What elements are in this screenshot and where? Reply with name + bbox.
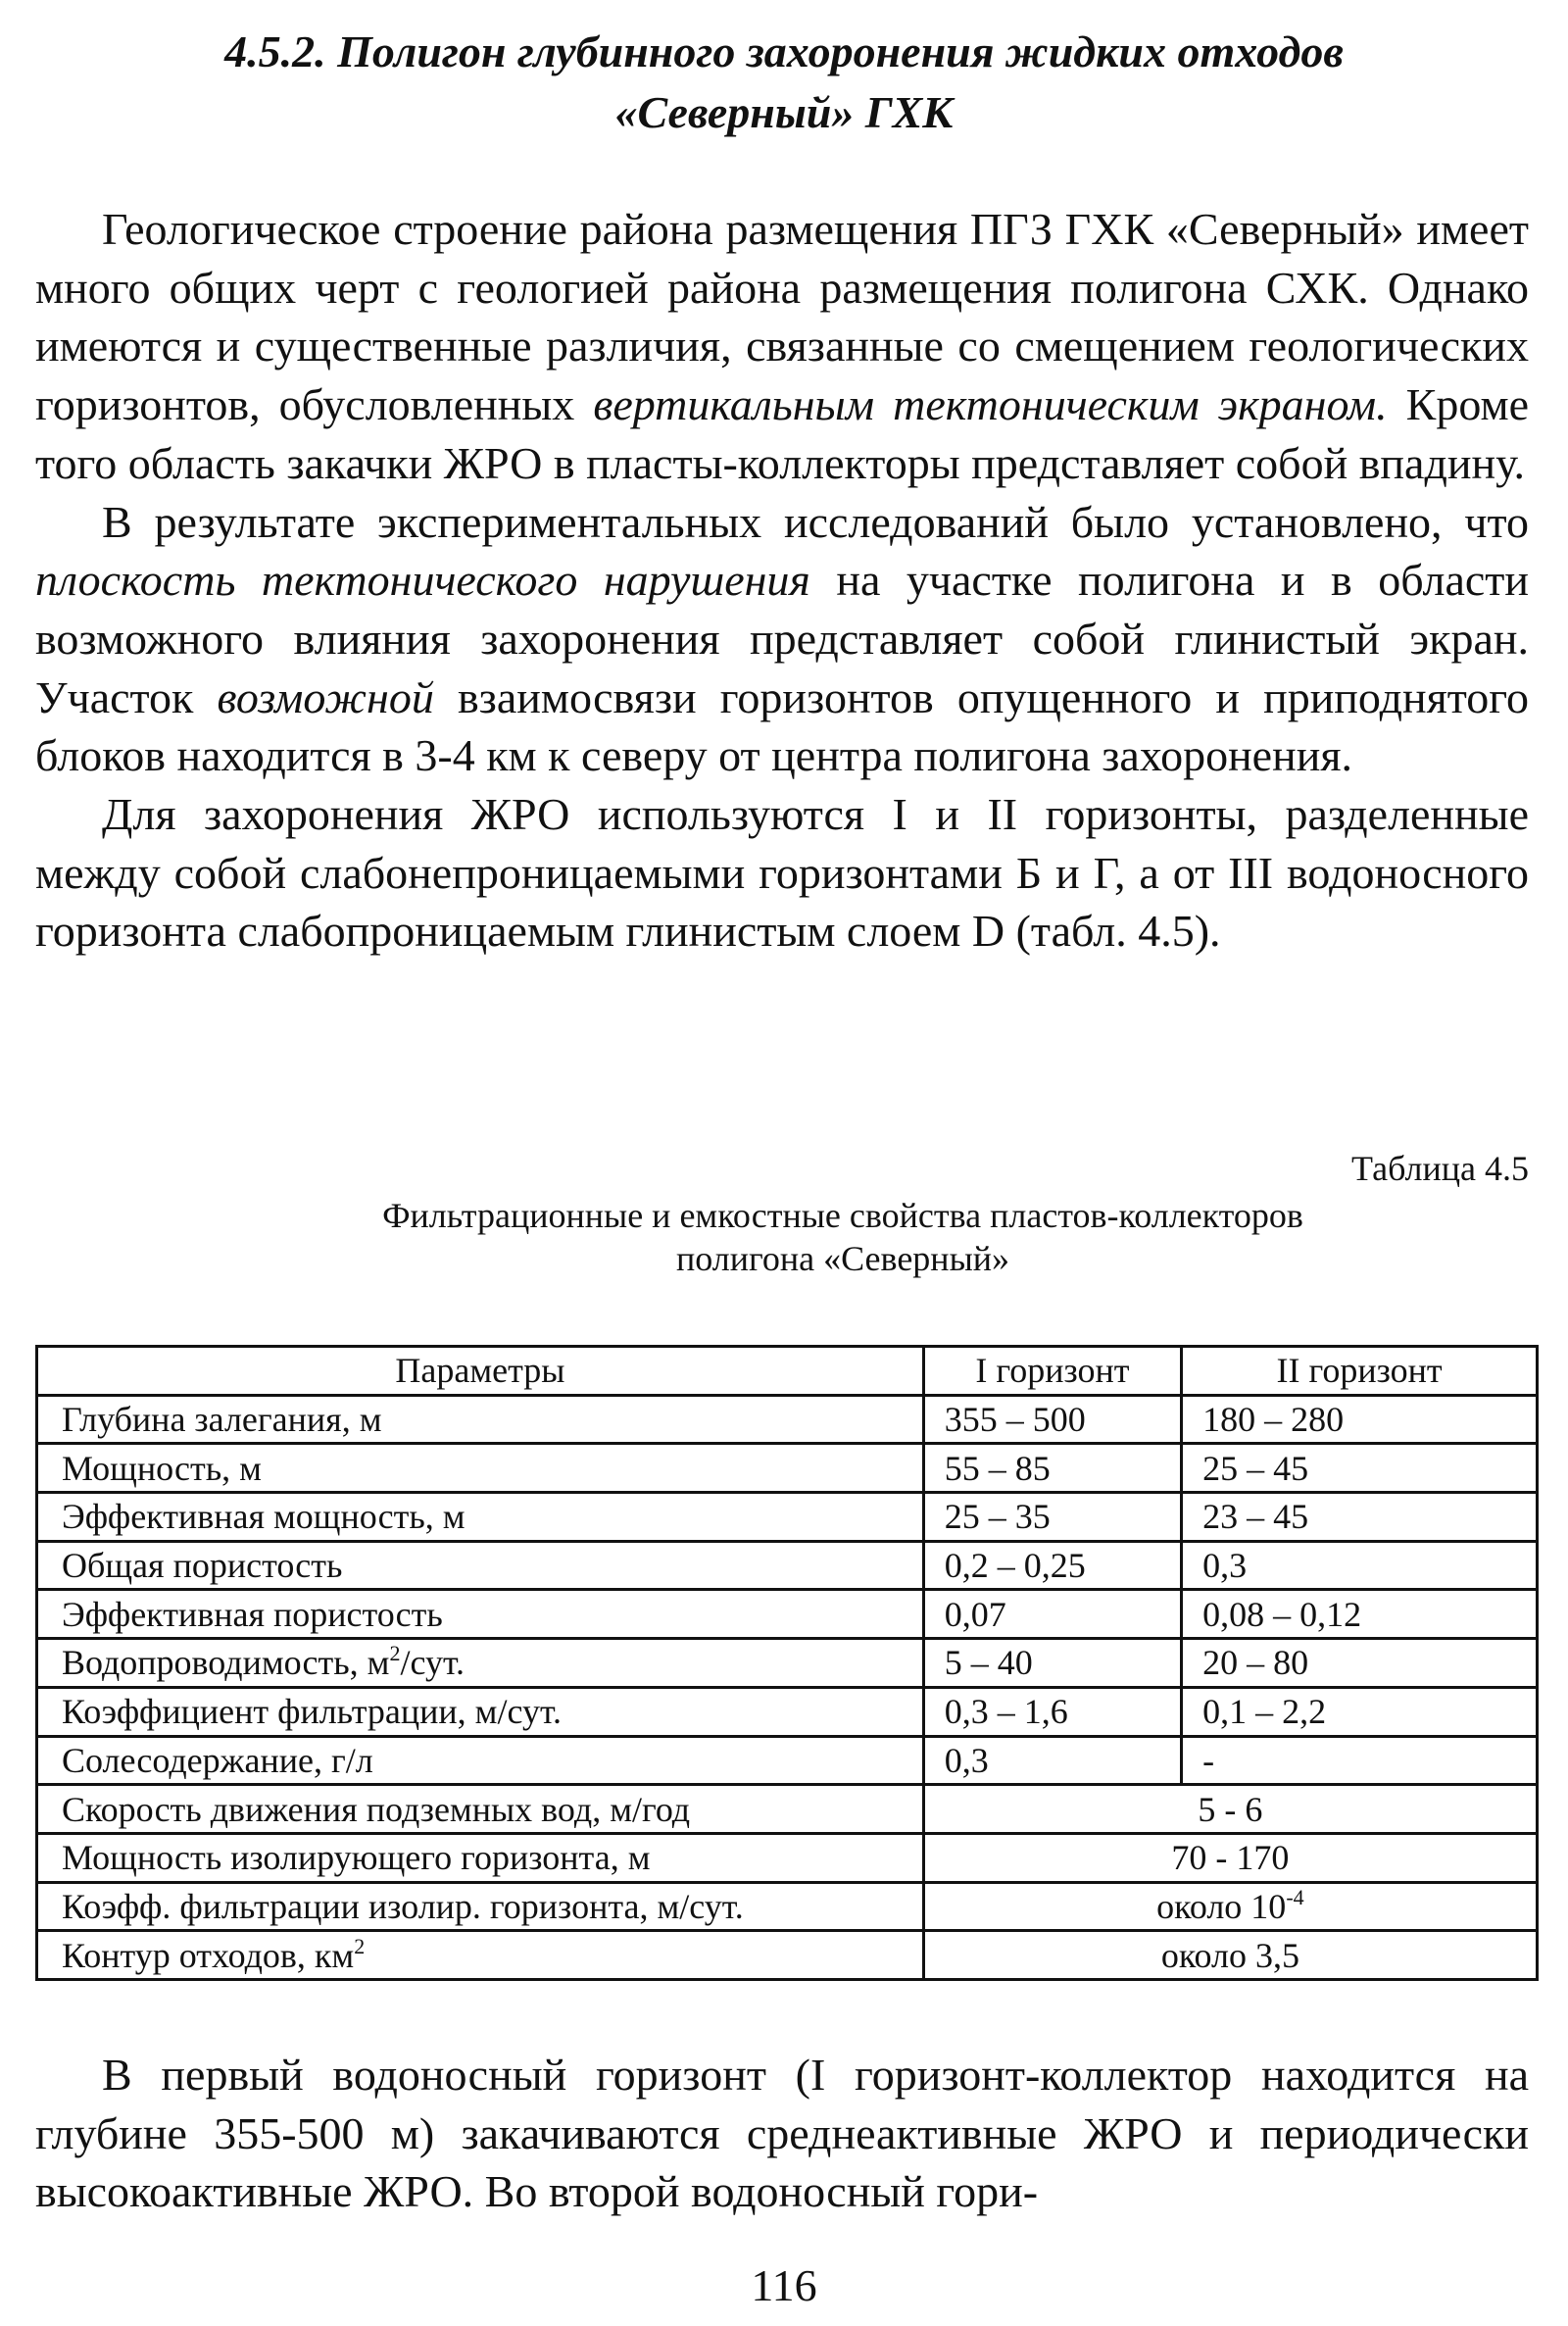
italic-term: вертикальным тектоническим экраном. (593, 379, 1388, 430)
horizon-2-cell: 0,1 – 2,2 (1182, 1687, 1538, 1736)
table-row (37, 1493, 1538, 1542)
param-cell: Эффективная пористость (37, 1590, 924, 1639)
paragraph-3: Для захоронения ЖРО используются I и II горизонты, разделенные между собой слабонепроницаемыми горизонтами Б и Г, а от III водоносного горизонта слабопроницаемым глинистым слоем D (табл. 4.5). (35, 789, 1529, 957)
horizon-1-cell: 0,3 – 1,6 (923, 1687, 1181, 1736)
horizon-2-cell: 23 – 45 (1182, 1493, 1538, 1542)
horizon-1-cell: 25 – 35 (923, 1493, 1181, 1542)
horizon-2-cell: 25 – 45 (1182, 1444, 1538, 1493)
merged-value-cell: около 3,5 (923, 1931, 1537, 1980)
heading-line-1: 4.5.2. Полигон глубинного захоронения жидких отходов (224, 26, 1344, 76)
table-header-row (37, 1347, 1538, 1396)
table-row (37, 1590, 1538, 1639)
param-cell: Водопроводимость, $м^2$/сут. (37, 1639, 924, 1688)
table-title (235, 1194, 1450, 1280)
page-number: 116 (751, 2260, 817, 2310)
superscript: -4 (1286, 1884, 1304, 1909)
param-cell: Мощность изолирующего горизонта, м (37, 1833, 924, 1882)
paragraph-2: В результате экспериментальных исследований было установлено, что плоскость тектонического нарушения на участке полигона и в области возможного влияния захоронения представляет собой глинистый экран. Участок возможной взаимосвязи горизонтов опущенного и приподнятого блоков находится в 3-4 км к северу от центра полигона захоронения. (35, 496, 1529, 781)
param-cell: Мощность, м (37, 1444, 924, 1493)
param-cell: Глубина залегания, м (37, 1395, 924, 1444)
body-paragraphs (35, 200, 1529, 961)
horizon-1-cell: 355 – 500 (923, 1395, 1181, 1444)
table-row-merged (37, 1931, 1538, 1980)
table-row (37, 1687, 1538, 1736)
horizon-1-cell: 0,2 – 0,25 (923, 1541, 1181, 1590)
horizon-1-cell: 0,3 (923, 1736, 1181, 1785)
section-heading (59, 22, 1509, 143)
superscript: 2 (389, 1641, 401, 1666)
horizon-2-cell: 0,3 (1182, 1541, 1538, 1590)
table-row (37, 1639, 1538, 1688)
table-row-merged (37, 1882, 1538, 1931)
horizon-2-cell: 180 – 280 (1182, 1395, 1538, 1444)
table-row (37, 1736, 1538, 1785)
paragraph-4: В первый водоносный горизонт (I горизонт-коллектор находится на глубине 355-500 м) закачиваются среднеактивные ЖРО и периодически высокоактивные ЖРО. Во второй водоносный гори- (35, 2050, 1529, 2217)
param-cell: Общая пористость (37, 1541, 924, 1590)
horizon-2-cell: - (1182, 1736, 1538, 1785)
paragraph-1: Геологическое строение района размещения ПГЗ ГХК «Северный» имеет много общих черт с геологией района размещения полигона СХК. Однако имеются и существенные различия, связанные со смещением геологических горизонтов, обусловленных вертикальным тектоническим экраном. Кроме того область закачки ЖРО в пласты-коллекторы представляет собой впадину. (35, 204, 1529, 488)
param-cell: Солесодержание, г/л (37, 1736, 924, 1785)
table-title-line-1: Фильтрационные и емкостные свойства пластов-коллекторов (382, 1196, 1303, 1235)
param-cell: Эффективная мощность, м (37, 1493, 924, 1542)
italic-term: плоскость тектонического нарушения (35, 555, 810, 606)
horizon-2-cell: 0,08 – 0,12 (1182, 1590, 1538, 1639)
after-table-text (35, 2046, 1529, 2221)
table-row-merged (37, 1833, 1538, 1882)
properties-table (35, 1345, 1539, 1981)
table-number: Таблица 4.5 (1351, 1149, 1529, 1188)
table-title-line-2: полигона «Северный» (675, 1239, 1010, 1278)
header-cell: Параметры (37, 1347, 924, 1396)
header-cell: II горизонт (1182, 1347, 1538, 1396)
param-cell: Контур отходов, $км^2$ (37, 1931, 924, 1980)
horizon-2-cell: 20 – 80 (1182, 1639, 1538, 1688)
table-row (37, 1541, 1538, 1590)
table-row-merged (37, 1785, 1538, 1834)
italic-term: возможной (217, 671, 434, 722)
horizon-1-cell: 5 – 40 (923, 1639, 1181, 1688)
param-cell: Коэфф. фильтрации изолир. горизонта, м/сут. (37, 1882, 924, 1931)
superscript: 2 (354, 1933, 366, 1958)
horizon-1-cell: 55 – 85 (923, 1444, 1181, 1493)
param-cell: Скорость движения подземных вод, м/год (37, 1785, 924, 1834)
merged-value-cell: 70 - 170 (923, 1833, 1537, 1882)
table-row (37, 1395, 1538, 1444)
table-row (37, 1444, 1538, 1493)
param-cell: Коэффициент фильтрации, м/сут. (37, 1687, 924, 1736)
heading-line-2: «Северный» ГХК (614, 87, 954, 137)
horizon-1-cell: 0,07 (923, 1590, 1181, 1639)
merged-value-cell: около $10^{-4}$ (923, 1882, 1537, 1931)
header-cell: I горизонт (923, 1347, 1181, 1396)
merged-value-cell: 5 - 6 (923, 1785, 1537, 1834)
